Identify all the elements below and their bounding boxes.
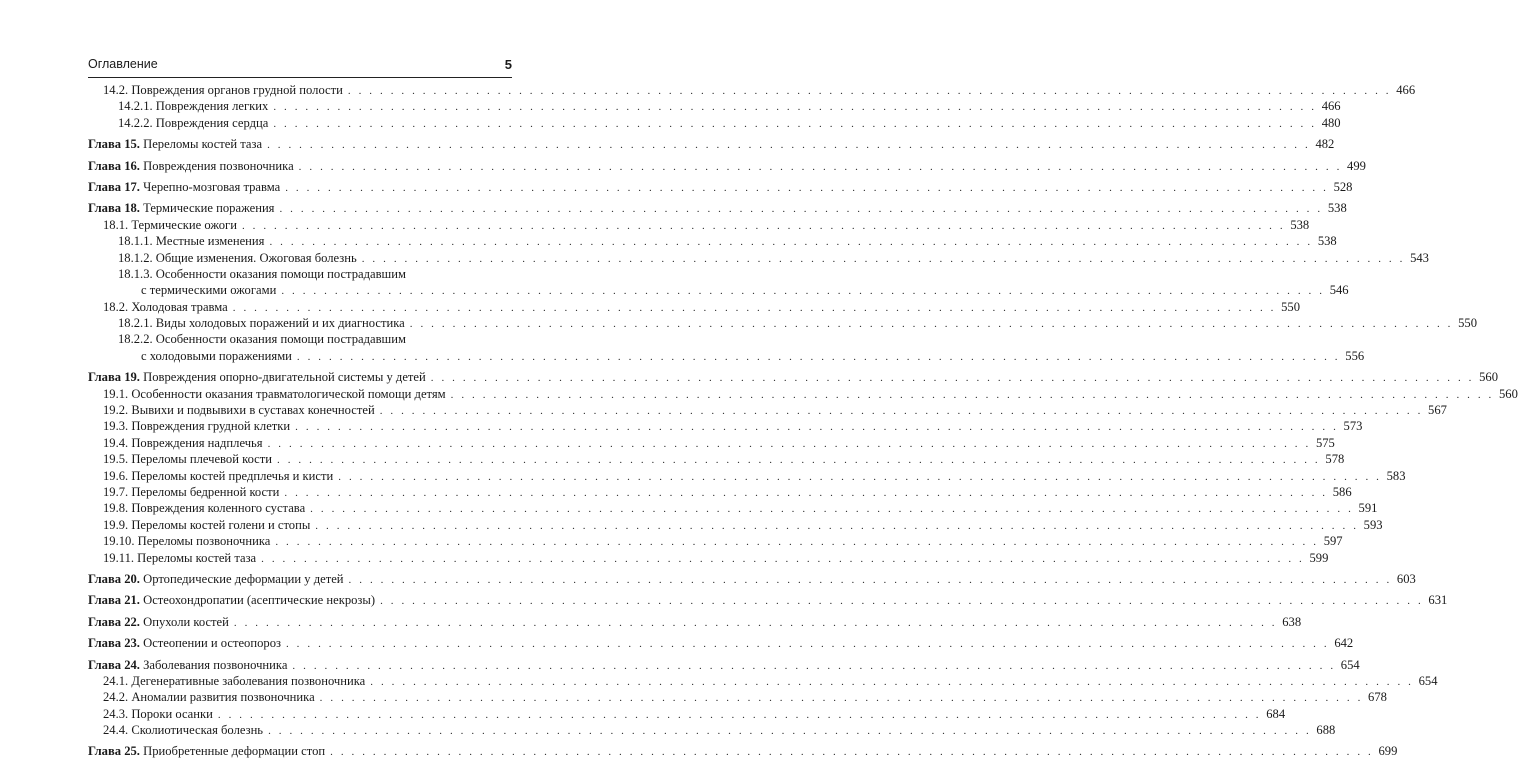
toc-chapter-label: Глава 23. [88, 636, 140, 651]
toc-entry-title: 18.2.1. Виды холодовых поражений и их диагностика [118, 316, 405, 331]
toc-entry-title: 19.11. Переломы костей таза [103, 550, 257, 565]
toc-leader-dots [242, 218, 1285, 234]
toc-entry-title: 19.10. Переломы позвоночника [103, 534, 271, 549]
toc-entry-page: 654 [1340, 657, 1360, 672]
toc-entry-title: 18.1.1. Местные изменения [118, 234, 265, 249]
toc-entry-page: 575 [1315, 435, 1335, 450]
toc-leader-dots [315, 518, 1358, 534]
toc-entry-title: 18.1.2. Общие изменения. Ожоговая болезнь [118, 250, 357, 265]
toc-entry[interactable] [88, 250, 1429, 266]
toc-entry[interactable] [88, 402, 1447, 418]
toc-leader-dots [431, 370, 1474, 386]
toc-entry-title: 14.2.1. Повреждения легких [118, 99, 269, 114]
toc-leader-dots [279, 201, 1322, 217]
toc-entry-page: 599 [1309, 550, 1329, 565]
toc-chapter-entry[interactable] [88, 657, 1360, 673]
toc-entry[interactable] [88, 266, 512, 282]
toc-entry-page: 560 [1479, 370, 1498, 385]
toc-chapter-entry[interactable] [88, 614, 1302, 630]
toc-entry-page: 499 [1347, 158, 1366, 173]
toc-chapter-entry[interactable] [88, 592, 1448, 608]
toc-chapter-entry[interactable] [88, 179, 1353, 195]
toc-leader-dots [410, 316, 1453, 332]
toc-entry-page: 586 [1332, 484, 1352, 499]
toc-chapter-label: Глава 21. [88, 593, 140, 608]
toc-entry-title: 14.2.2. Повреждения сердца [118, 115, 269, 130]
toc-entry-page: 466 [1396, 83, 1416, 97]
toc-leader-dots [295, 419, 1338, 435]
toc-entry-page: 482 [1315, 137, 1335, 152]
toc-entry[interactable] [88, 722, 1336, 738]
toc-chapter-label: Глава 18. [88, 201, 140, 216]
toc-entry-page: 538 [1327, 201, 1347, 216]
toc-entry-page: 578 [1325, 452, 1345, 467]
toc-leader-dots [451, 387, 1494, 403]
toc-leader-dots [269, 234, 1312, 250]
toc-entry-title: 24.1. Дегенеративные заболевания позвоночника [103, 673, 366, 688]
toc-chapter-label: Глава 16. [88, 158, 140, 173]
toc-entry-page: 678 [1368, 690, 1387, 705]
toc-entry-title: с холодовыми поражениями [141, 348, 292, 363]
toc-leader-dots [267, 137, 1310, 153]
toc-entry-title: 19.9. Переломы костей голени и стопы [103, 517, 311, 532]
toc-entry-title: 19.2. Вывихи и подвывихи в суставах конечностей [103, 403, 375, 418]
toc-leader-dots [330, 744, 1373, 760]
toc-entry-page: 543 [1410, 250, 1429, 265]
toc-entry-page: 550 [1281, 299, 1300, 314]
toc-entry-title: 19.1. Особенности оказания травматологической помощи детям [103, 386, 446, 401]
toc-leader-dots [297, 349, 1340, 365]
toc-entry[interactable] [88, 451, 1345, 467]
table-of-contents [88, 82, 1518, 760]
toc-entry[interactable] [88, 468, 1406, 484]
toc-entry-title: 19.5. Переломы плечевой кости [103, 452, 273, 467]
toc-entry-title: 18.2.2. Особенности оказания помощи пострадавшим [118, 332, 406, 347]
toc-entry[interactable] [88, 217, 1310, 233]
toc-chapter-label: Глава 22. [88, 614, 140, 629]
toc-chapter-entry[interactable] [88, 571, 1416, 587]
toc-entry-title: с термическими ожогами [141, 283, 277, 298]
toc-entry-title: Повреждения опорно-двигательной системы у детей [143, 370, 426, 385]
toc-entry-title: 18.1. Термические ожоги [103, 217, 237, 232]
toc-entry[interactable] [88, 233, 1337, 249]
running-header [88, 57, 512, 75]
toc-entry-page: 603 [1396, 571, 1416, 586]
toc-entry[interactable] [88, 517, 1383, 533]
toc-entry-page: 560 [1499, 386, 1518, 401]
toc-entry-title: Ортопедические деформации у детей [143, 571, 344, 586]
toc-entry-page: 591 [1358, 501, 1378, 516]
toc-entry[interactable] [88, 115, 1341, 131]
header-rule [88, 77, 512, 78]
toc-entry-page: 567 [1428, 403, 1447, 418]
toc-entry[interactable] [88, 386, 1518, 402]
toc-entry-page: 638 [1282, 614, 1302, 629]
toc-leader-dots [284, 485, 1327, 501]
toc-leader-dots [349, 572, 1392, 588]
toc-entry[interactable] [88, 315, 1478, 331]
toc-leader-dots [273, 99, 1316, 115]
toc-entry[interactable] [88, 706, 1286, 722]
toc-leader-dots [292, 658, 1335, 674]
toc-chapter-entry[interactable] [88, 635, 1354, 651]
toc-entry-continuation[interactable] [88, 348, 1365, 364]
toc-entry[interactable] [88, 484, 1352, 500]
toc-entry-page: 480 [1321, 115, 1341, 130]
toc-entry[interactable] [88, 435, 1335, 451]
header-page-number: 5 [504, 57, 512, 72]
toc-leader-dots [275, 534, 1318, 550]
toc-entry-continuation[interactable] [88, 282, 1349, 298]
toc-entry-page: 556 [1345, 348, 1365, 363]
toc-entry[interactable] [88, 331, 512, 347]
toc-leader-dots [286, 636, 1329, 652]
toc-leader-dots [380, 593, 1423, 609]
toc-entry-title: Переломы костей таза [143, 137, 263, 152]
toc-entry-title: 24.3. Пороки осанки [103, 706, 213, 721]
toc-chapter-entry[interactable] [88, 369, 1498, 385]
toc-leader-dots [299, 159, 1342, 175]
toc-entry-title: 18.1.3. Особенности оказания помощи пострадавшим [118, 266, 406, 281]
toc-entry-page: 550 [1458, 316, 1478, 331]
toc-chapter-label: Глава 15. [88, 137, 140, 152]
toc-entry-title: Опухоли костей [143, 614, 229, 629]
toc-entry-title: 19.4. Повреждения надплечья [103, 435, 263, 450]
toc-leader-dots [348, 83, 1391, 99]
toc-entry-title: 19.6. Переломы костей предплечья и кисти [103, 468, 334, 483]
toc-chapter-label: Глава 24. [88, 657, 140, 672]
toc-entry-page: 642 [1334, 636, 1354, 651]
toc-chapter-label: Глава 17. [88, 179, 140, 194]
toc-entry-title: Остеохондропатии (асептические некрозы) [143, 593, 376, 608]
toc-entry[interactable] [88, 500, 1378, 516]
toc-entry-page: 538 [1290, 217, 1310, 232]
toc-leader-dots [370, 674, 1413, 690]
toc-entry-title: 14.2. Повреждения органов грудной полости [103, 83, 343, 97]
toc-entry-title: 24.4. Сколиотическая болезнь [103, 723, 264, 738]
toc-leader-dots [261, 551, 1304, 567]
toc-entry-page: 583 [1386, 468, 1406, 483]
toc-entry-title: Приобретенные деформации стоп [143, 744, 326, 759]
toc-chapter-label: Глава 19. [88, 370, 140, 385]
toc-entry-page: 538 [1317, 234, 1337, 249]
toc-leader-dots [320, 690, 1363, 706]
toc-leader-dots [285, 180, 1328, 196]
toc-leader-dots [233, 300, 1276, 316]
toc-entry[interactable] [88, 418, 1363, 434]
toc-leader-dots [268, 436, 1311, 452]
toc-leader-dots [268, 723, 1311, 739]
toc-chapter-entry[interactable] [88, 200, 1347, 216]
toc-entry-title: Черепно-мозговая травма [143, 179, 281, 194]
header-title: Оглавление [88, 57, 158, 71]
toc-leader-dots [380, 403, 1423, 419]
toc-entry[interactable] [88, 533, 1343, 549]
toc-entry[interactable] [88, 299, 1300, 315]
toc-entry-title: Остеопении и остеопороз [143, 636, 281, 651]
toc-entry-title: 24.2. Аномалии развития позвоночника [103, 690, 315, 705]
toc-entry-title: Термические поражения [143, 201, 275, 216]
toc-entry-title: 18.2. Холодовая травма [103, 299, 228, 314]
toc-entry-page: 573 [1343, 419, 1363, 434]
toc-chapter-entry[interactable] [88, 743, 1398, 759]
toc-leader-dots [234, 615, 1277, 631]
toc-entry-page: 593 [1363, 517, 1383, 532]
toc-entry-page: 466 [1321, 99, 1341, 114]
toc-entry-page: 546 [1329, 283, 1349, 298]
toc-entry[interactable] [88, 82, 1416, 98]
toc-leader-dots [310, 501, 1353, 517]
toc-entry[interactable] [88, 98, 1341, 114]
toc-entry-title: 19.8. Повреждения коленного сустава [103, 501, 306, 516]
toc-leader-dots [362, 251, 1405, 267]
toc-entry-page: 654 [1418, 673, 1438, 688]
toc-leader-dots [277, 452, 1320, 468]
toc-chapter-entry[interactable] [88, 158, 1366, 174]
toc-entry[interactable] [88, 689, 1387, 705]
toc-chapter-label: Глава 25. [88, 744, 140, 759]
toc-entry-page: 684 [1266, 706, 1286, 721]
toc-leader-dots [273, 116, 1316, 132]
toc-entry-title: 19.3. Повреждения грудной клетки [103, 419, 291, 434]
toc-entry-page: 688 [1316, 723, 1336, 738]
toc-leader-dots [338, 469, 1381, 485]
toc-entry-page: 528 [1333, 179, 1353, 194]
toc-leader-dots [281, 283, 1324, 299]
toc-entry-title: 19.7. Переломы бедренной кости [103, 484, 280, 499]
toc-entry-page: 631 [1428, 593, 1448, 608]
toc-leader-dots [218, 707, 1261, 723]
toc-entry[interactable] [88, 550, 1329, 566]
toc-chapter-entry[interactable] [88, 136, 1335, 152]
toc-entry-title: Заболевания позвоночника [143, 657, 288, 672]
toc-chapter-label: Глава 20. [88, 571, 140, 586]
toc-entry-page: 699 [1378, 744, 1398, 759]
toc-entry-page: 597 [1323, 534, 1343, 549]
toc-entry[interactable] [88, 673, 1438, 689]
toc-entry-title: Повреждения позвоночника [143, 158, 294, 173]
